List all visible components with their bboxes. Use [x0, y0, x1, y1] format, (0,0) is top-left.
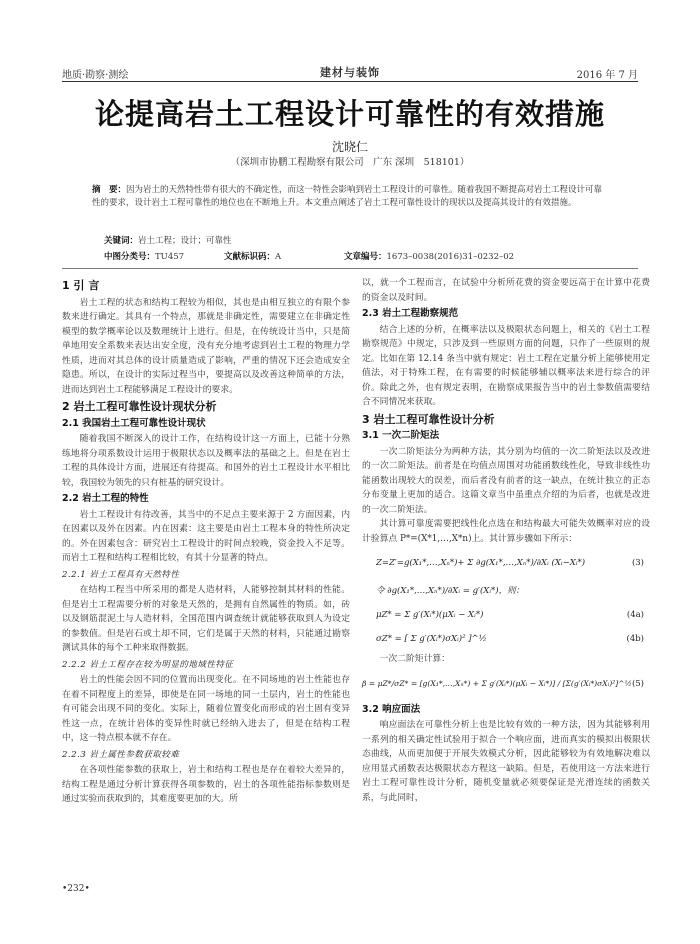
section-2-1-heading: 2.1 我国岩土工程可靠性设计现状 — [62, 417, 206, 429]
paragraph: 响应面法在可靠性分析上也是比较有效的一种方法，因为其能够利用一系列的相关确定性试验用于拟合一个响应面，进而真实的模拟出极限状态曲线，从而更加便于开展失效模式分析，因此能够较为有效地解决难以应用显式函数表达极限状态方程这一缺陷。但是，若使用这一方法来进行岩土工程可靠性设计分析，随机变量就必须要保证是光滑连续的函数关系，与此同时， — [362, 720, 650, 803]
clc-code: TU457 — [155, 252, 185, 262]
article-number-label: 文章编号： — [344, 252, 387, 262]
equation-5 — [362, 667, 650, 701]
right-column — [362, 276, 650, 805]
running-header — [62, 64, 638, 80]
section-2-2-2-heading: 2.2.2 岩土工程存在较为明显的地域性特征 — [62, 659, 234, 670]
section-2-3-heading: 2.3 岩土工程勘察规范 — [362, 308, 459, 319]
equation-definition — [362, 580, 650, 604]
section-2-2-1-heading: 2.2.1 岩土工程具有天然特性 — [62, 569, 180, 580]
equation-4a — [362, 604, 650, 628]
keywords — [104, 234, 232, 246]
paragraph: 岩土工程的状态和结构工程较为相似，其也是由相互独立的有限个参数来进行确定。其具有一个特点，那就是非确定性，需要建立在非确定性模型的数学概率论以及数理统计上进行。但是，在传统设计当中，只是简单地用安全系数来表达出安全度，没有充分地考虑到岩土工程的物理力学性质，进而对其总体的设计质量造成了影响，严重的情况下还会造成安全隐患。所以，在设计的实际过程当中，要提高以及改善这种简单的方法，进而达到岩土工程能够满足工程设计的要求。 — [62, 297, 350, 395]
abstract-text: 因为岩土的天然特性带有很大的不确定性，而这一特性会影响到岩土工程设计的可靠性。随着我国不断提高对岩土工程设计可靠性的要求，设计岩土工程可靠性的地位也在不断地上升。本文重点阐述了岩土工程可靠性设计的现状以及提高其设计的有效措施。 — [92, 185, 603, 208]
article-number: 1673–0038(2016)31–0232–02 — [386, 252, 515, 262]
paragraph-continued: 以，就一个工程而言，在试验中分析所花费的资金要远高于在计算中花费的资金以及时间。 — [362, 278, 650, 303]
paragraph: 在各项性能参数的获取上，岩土和结构工程也是存在着较大差异的，结构工程是通过分析计算获得各项参数的，岩土的各项性能指标参数则是通过实验而获取到的，其难度要更加的大。所 — [62, 765, 350, 804]
paragraph: 一次二阶矩计算： — [379, 654, 450, 664]
equation-number: (5) — [631, 678, 644, 689]
equation-body: μZ* = Σ g′(Xᵢ*)(μXᵢ − Xᵢ*) — [376, 610, 484, 620]
equation-body: β = μZ*/σZ* = [g(X₁*,…,Xₙ*) + Σ g′(Xᵢ*)(μXᵢ − Xᵢ*)] / [Σ(g′(Xᵢ*)σXᵢ)²]^½ — [362, 678, 632, 688]
equation-number: (4a) — [626, 610, 644, 620]
section-2-2-heading: 2.2 岩土工程的特性 — [62, 493, 149, 504]
equation-body: 令 ∂g(X₁*,…,Xₙ*)/∂Xᵢ = g′(Xᵢ*)，则： — [376, 586, 525, 596]
keywords-label: 关键词： — [104, 236, 139, 246]
keywords-text: 岩土工程；设计；可靠性 — [138, 236, 232, 246]
section-3-heading: 3 岩土工程可靠性设计分析 — [362, 412, 495, 426]
paragraph: 结合上述的分析，在概率法以及极限状态问题上，相关的《岩土工程勘察规范》中规定，只涉及到一些原则方面的问题，只作了一些原则的规定。比如在第 12.14 条当中就有规定：岩土工程在定量分析上能够使用定值法，对于特殊工程，在有需要的时候能够辅以概率法来进行综合的评价。除此之外，也有规定表明，在勘察成果报告当中的岩土参数值需要结合不同情况来获取。 — [362, 324, 650, 407]
equation-4b — [362, 628, 650, 652]
journal-section: 地质·勘察·测绘 — [62, 70, 129, 81]
paragraph: 在结构工程当中所采用的都是人造材料，人能够控制其材料的性能。但是岩土工程需要分析的对象是天然的，是拥有自然属性的物质。如，砖以及钢筋混泥土与人造材料，全国范围内调查统计就能够获取到人为设定的参数值。但是岩石或土却不同，它们是属于天然的材料，只能通过勘察测试具体的每个工种来取得数据。 — [62, 585, 350, 653]
abstract — [92, 184, 608, 210]
equation-number: (4b) — [626, 634, 644, 644]
doc-code-label: 文献标识码： — [224, 252, 276, 262]
section-1-heading: 1 引 言 — [62, 279, 100, 292]
equation-body: σZ* = [ Σ g′(Xᵢ*)σXᵢ)² ]^½ — [376, 634, 487, 644]
paragraph: 一次二阶矩法分为两种方法，其分别为均值的一次二阶矩法以及改进的一次二阶矩法。前者是在均值点周围对功能函数线性化，导致非线性功能函数出现较大的误差，而后者没有前者的这一缺点，在统计独立的正态分布变量上更加的适合。这篇文章当中虽重点介绍的为后者，也就是改进的一次二阶矩法。 — [362, 446, 650, 515]
abstract-label: 摘 要： — [92, 185, 127, 195]
header-divider — [62, 81, 638, 82]
paragraph: 岩土的性能会因不同的位置而出现变化。在不同场地的岩土性能也存在着不同程度上的差异，即使是在同一场地的同一土层内，岩土的性能也有可能会出现不同的变化。实际上，随着位置变化而形成的岩土固有变异性这一点，在统计岩体的变异性时就已经纳入进去了，但是在结构工程中，这一特点根本就不存在。 — [62, 675, 350, 743]
section-2-heading: 2 岩土工程可靠性设计现状分析 — [62, 400, 217, 413]
author-affiliation: （深圳市协鹏工程勘察有限公司 广东 深圳 518101） — [230, 157, 470, 168]
clc-label: 中图分类号： — [104, 252, 156, 262]
doc-code: A — [275, 252, 282, 262]
issue-date: 2016 年 7 月 — [576, 70, 638, 81]
section-3-2-heading: 3.2 响应面法 — [362, 703, 421, 715]
section-3-1-heading: 3.1 一次二阶矩法 — [362, 430, 440, 441]
section-2-2-3-heading: 2.2.3 岩土属性参数获取较难 — [62, 749, 180, 760]
equation-number: (3) — [631, 558, 644, 568]
left-column — [62, 276, 350, 807]
abstract-divider — [62, 268, 638, 269]
paragraph: 其计算可靠度需要把线性化点选在和结构最大可能失效概率对应的设计验算点 P*=(X*1,…,X*n)上。其计算步骤如下所示： — [362, 519, 650, 544]
equation-body: Z=Z′=g(X₁*,…,Xₙ*)+ Σ ∂g(X₁*,…,Xₙ*)/∂Xᵢ (Xᵢ−Xᵢ*) — [376, 558, 586, 568]
paragraph: 岩土工程设计有待改善，其当中的不足点主要来源于 2 方面因素，内在因素以及外在因素。内在因素：这主要是由岩土工程本身的特性所决定的。外在因素包含：研究岩土工程设计的时间点较晚，资金投入不足等。而岩土工程和结构工程相比较，有其十分显著的特点。 — [62, 509, 350, 563]
page-number: •232• — [62, 884, 90, 894]
equation-3 — [362, 546, 650, 580]
paper-title: 论提高岩土工程设计可靠性的有效措施 — [94, 97, 605, 131]
journal-name: 建材与装饰 — [320, 66, 380, 79]
classification-line — [104, 250, 574, 262]
author-name: 沈晓仁 — [331, 140, 368, 154]
paragraph: 随着我国不断深入的设计工作，在结构设计这一方面上，已能十分熟练地将分项系数设计运用于极限状态以及概率法的基础之上。但是在岩土工程的具体设计方面，进展还有待提高。和国外的岩土工程设计水平相比较，我国较为领先的只有桩基的研究设计。 — [62, 434, 350, 488]
